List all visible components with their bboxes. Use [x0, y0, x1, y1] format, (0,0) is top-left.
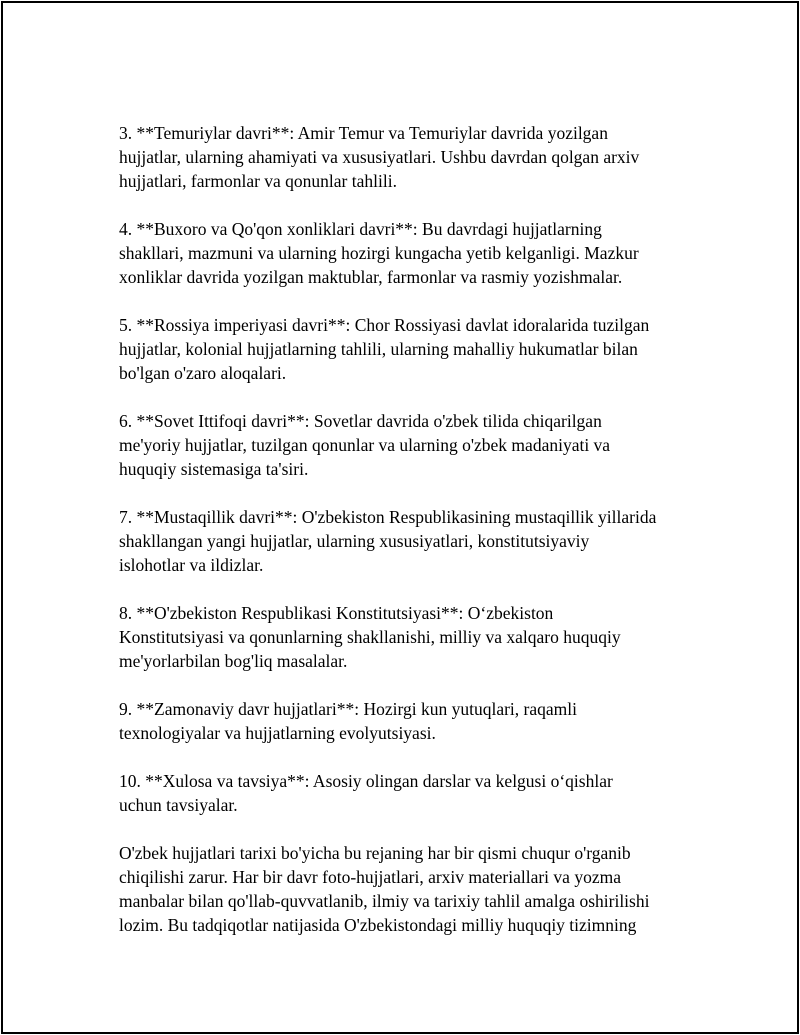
text-line: hujjatlar, ularning ahamiyati va xususiyatlari. Ushbu davrdan qolgan arxiv	[119, 147, 640, 167]
document-page	[1, 1, 799, 1034]
text-line: Konstitutsiyasi va qonunlarning shakllanishi, milliy va xalqaro huquqiy	[119, 627, 621, 647]
paragraph-conclusion	[119, 841, 699, 937]
text-line: lozim. Bu tadqiqotlar natijasida O'zbekistondagi milliy huquqiy tizimning	[119, 915, 637, 935]
text-line: 5. **Rossiya imperiyasi davri**: Chor Rossiyasi davlat idoralarida tuzilgan	[119, 315, 650, 335]
paragraph-mustaqillik	[119, 505, 699, 577]
paragraph-xonliklar	[119, 217, 699, 289]
text-line: me'yoriy hujjatlar, tuzilgan qonunlar va ularning o'zbek madaniyati va	[119, 435, 611, 455]
text-line: 3. **Temuriylar davri**: Amir Temur va Temuriylar davrida yozilgan	[119, 123, 608, 143]
text-line: texnologiyalar va hujjatlarning evolyutsiyasi.	[119, 723, 436, 743]
text-line: bo'lgan o'zaro aloqalari.	[119, 363, 287, 383]
paragraph-zamonaviy	[119, 697, 699, 745]
text-line: islohotlar va ildizlar.	[119, 555, 264, 575]
text-line: 7. **Mustaqillik davri**: O'zbekiston Respublikasining mustaqillik yillarida	[119, 507, 657, 527]
text-line: 10. **Xulosa va tavsiya**: Asosiy olingan darslar va kelgusi o‘qishlar	[119, 771, 613, 791]
paragraph-xulosa	[119, 769, 699, 817]
text-line: huquqiy sistemasiga ta'siri.	[119, 459, 309, 479]
text-line: manbalar bilan qo'llab-quvvatlanib, ilmiy va tarixiy tahlil amalga oshirilishi	[119, 891, 650, 911]
text-line: 6. **Sovet Ittifoqi davri**: Sovetlar davrida o'zbek tilida chiqarilgan	[119, 411, 602, 431]
paragraph-sovet	[119, 409, 699, 481]
paragraph-temuriylar	[119, 121, 699, 193]
text-line: shakllangan yangi hujjatlar, ularning xususiyatlari, konstitutsiyaviy	[119, 531, 590, 551]
text-line: hujjatlar, kolonial hujjatlarning tahlili, ularning mahalliy hukumatlar bilan	[119, 339, 638, 359]
text-line: xonliklar davrida yozilgan maktublar, farmonlar va rasmiy yozishmalar.	[119, 267, 623, 287]
document-body	[119, 121, 699, 937]
text-line: chiqilishi zarur. Har bir davr foto-hujjatlari, arxiv materiallari va yozma	[119, 867, 621, 887]
text-line: 9. **Zamonaviy davr hujjatlari**: Hozirgi kun yutuqlari, raqamli	[119, 699, 577, 719]
text-line: me'yorlarbilan bog'liq masalalar.	[119, 651, 348, 671]
text-line: uchun tavsiyalar.	[119, 795, 238, 815]
text-line: 8. **O'zbekiston Respublikasi Konstitutsiyasi**: O‘zbekiston	[119, 603, 554, 623]
text-line: shakllari, mazmuni va ularning hozirgi kungacha yetib kelganligi. Mazkur	[119, 243, 639, 263]
text-line: 4. **Buxoro va Qo'qon xonliklari davri**: Bu davrdagi hujjatlarning	[119, 219, 602, 239]
text-line: O'zbek hujjatlari tarixi bo'yicha bu rejaning har bir qismi chuqur o'rganib	[119, 843, 631, 863]
paragraph-rossiya	[119, 313, 699, 385]
paragraph-konstitutsiya	[119, 601, 699, 673]
text-line: hujjatlari, farmonlar va qonunlar tahlili.	[119, 171, 397, 191]
